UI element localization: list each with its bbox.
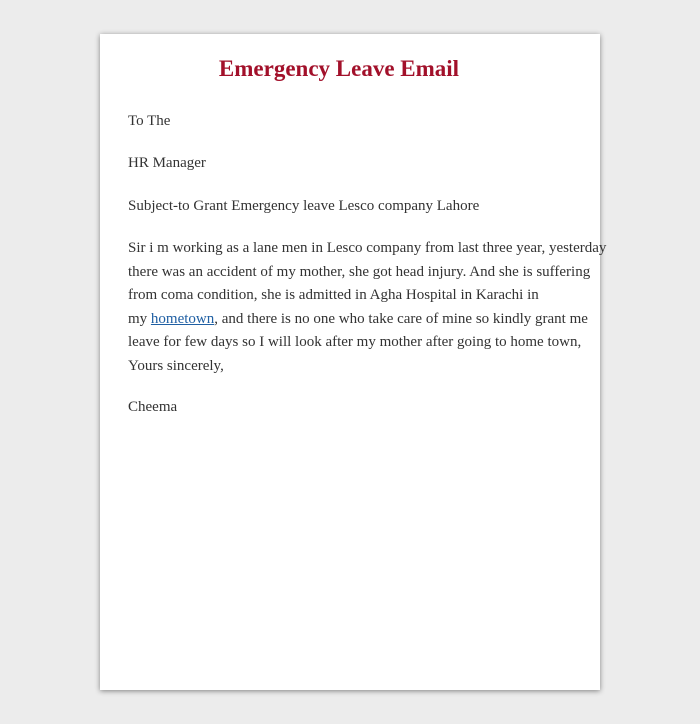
subject-line: Subject-to Grant Emergency leave Lesco company Lahore <box>128 198 480 214</box>
body-line-2: there was an accident of my mother, she got head injury. And she is suffering <box>128 263 591 280</box>
body-line-5: leave for few days so I will look after my mother after going to home town, <box>128 334 582 350</box>
body-line-4-suffix: , and there is no one who take care of mine so kindly grant me <box>214 310 588 327</box>
body-line-4 <box>128 308 588 332</box>
closing-line: Yours sincerely, <box>128 357 224 374</box>
recipient-line: HR Manager <box>128 155 206 171</box>
body-paragraph <box>128 237 607 378</box>
page-title: Emergency Leave Email <box>218 56 460 81</box>
document-page <box>100 34 607 690</box>
salutation-line: To The <box>128 113 171 129</box>
body-line-1: Sir i m working as a lane men in Lesco company from last three year, yesterday <box>128 240 607 256</box>
body-line-3: from coma condition, she is admitted in Agha Hospital in Karachi in <box>128 287 539 303</box>
body-line-4-prefix: my <box>128 310 148 327</box>
hometown-link[interactable]: hometown <box>150 310 215 327</box>
signature: Cheema <box>128 399 178 415</box>
